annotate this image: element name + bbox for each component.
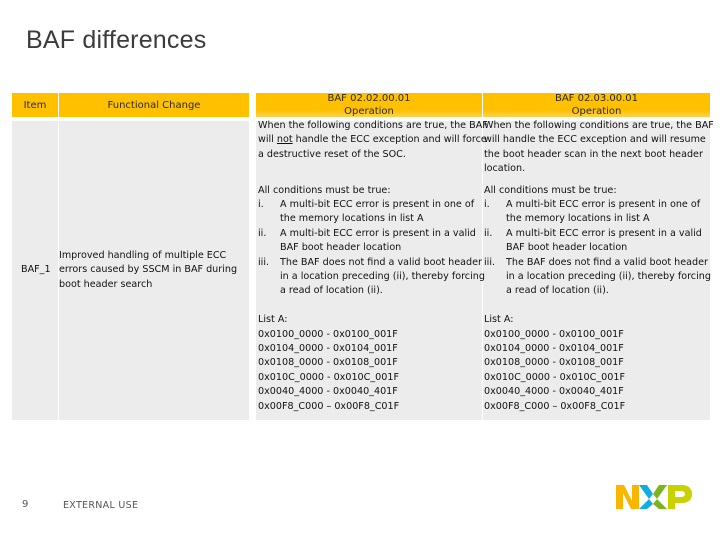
op2-condition — [484, 227, 716, 256]
op2-intro: When the following conditions are true, the BAF will handle the ECC exception and will resume the boot header scan in the next boot header location. — [484, 120, 714, 175]
op2-column — [484, 119, 716, 414]
op2-list-item: 0x010C_0000 - 0x010C_001F — [484, 371, 625, 383]
op2-must: All conditions must be true: — [484, 184, 617, 196]
op1-condition-num: ii. — [258, 227, 267, 239]
header-baf-020300-version: BAF 02.03.00.01 — [554, 93, 639, 104]
op1-condition — [258, 227, 488, 256]
op2-list-item: 0x0108_0000 - 0x0108_001F — [484, 357, 624, 369]
op1-intro-a: When the following conditions are true, the BAF will — [258, 120, 488, 146]
page-title: BAF differences — [26, 26, 207, 54]
header-baf-020300-operation: Operation — [571, 106, 622, 117]
page-number: 9 — [22, 499, 29, 510]
op1-intro — [258, 119, 488, 162]
header-item — [12, 93, 58, 117]
op1-list-item: 0x0104_0000 - 0x0104_001F — [258, 343, 398, 355]
header-functional-change-label: Functional Change — [107, 99, 201, 111]
op2-condition-text: A multi-bit ECC error is present in one of the memory locations in list A — [506, 199, 701, 225]
op1-intro-b: handle the ECC exception and will force a destructive reset of the SOC. — [258, 134, 487, 160]
op1-condition-num: i. — [258, 199, 264, 211]
op1-list-item: 0x0100_0000 - 0x0100_001F — [258, 328, 398, 340]
item-id: BAF_1 — [21, 264, 51, 275]
op2-condition-num: i. — [484, 199, 490, 211]
op1-column — [258, 119, 488, 414]
op2-list-item: 0x00F8_C000 – 0x00F8_C01F — [484, 400, 626, 412]
op1-condition-text: The BAF does not find a valid boot header in a location preceding (ii), thereby forcing a read of location (ii). — [280, 256, 485, 297]
header-baf-020300 — [483, 93, 710, 117]
op1-condition-text: A multi-bit ECC error is present in one of the memory locations in list A — [280, 199, 475, 225]
op1-list-item: 0x00F8_C000 – 0x00F8_C01F — [258, 400, 400, 412]
op2-condition-text: A multi-bit ECC error is present in a valid BAF boot header location — [506, 227, 702, 254]
op1-intro-not: not — [276, 134, 293, 146]
op2-condition — [484, 198, 716, 227]
op1-condition — [258, 256, 488, 299]
op2-condition-num: iii. — [484, 256, 496, 268]
op1-must: All conditions must be true: — [258, 184, 391, 196]
op1-list-item: 0x010C_0000 - 0x010C_001F — [258, 371, 399, 383]
classification-label: EXTERNAL USE — [63, 500, 139, 511]
header-item-label: Item — [23, 99, 47, 111]
op1-list-item: 0x0040_4000 - 0x0040_401F — [258, 386, 398, 398]
op1-list-item: 0x0108_0000 - 0x0108_001F — [258, 357, 398, 369]
header-baf-020200 — [256, 93, 482, 117]
op2-condition-num: ii. — [484, 227, 493, 239]
op1-list-title: List A: — [258, 314, 288, 326]
op2-list-title: List A: — [484, 314, 514, 326]
functional-change-description: Improved handling of multiple ECC errors caused by SSCM in BAF during boot header search — [59, 250, 238, 290]
header-baf-020200-version: BAF 02.02.00.01 — [327, 93, 411, 104]
op2-list-item: 0x0040_4000 - 0x0040_401F — [484, 386, 624, 398]
op2-condition — [484, 256, 716, 299]
op1-condition-num: iii. — [258, 256, 270, 268]
header-baf-020200-operation: Operation — [344, 106, 394, 117]
op1-condition-text: A multi-bit ECC error is present in a valid BAF boot header location — [280, 227, 476, 254]
op2-list-item: 0x0100_0000 - 0x0100_001F — [484, 328, 624, 340]
nxp-logo — [614, 481, 694, 513]
header-functional-change — [59, 93, 249, 117]
op1-condition — [258, 198, 488, 227]
op2-condition-text: The BAF does not find a valid boot header in a location preceding (ii), thereby forcing a read of location (ii). — [506, 256, 711, 297]
op2-list-item: 0x0104_0000 - 0x0104_001F — [484, 343, 624, 355]
